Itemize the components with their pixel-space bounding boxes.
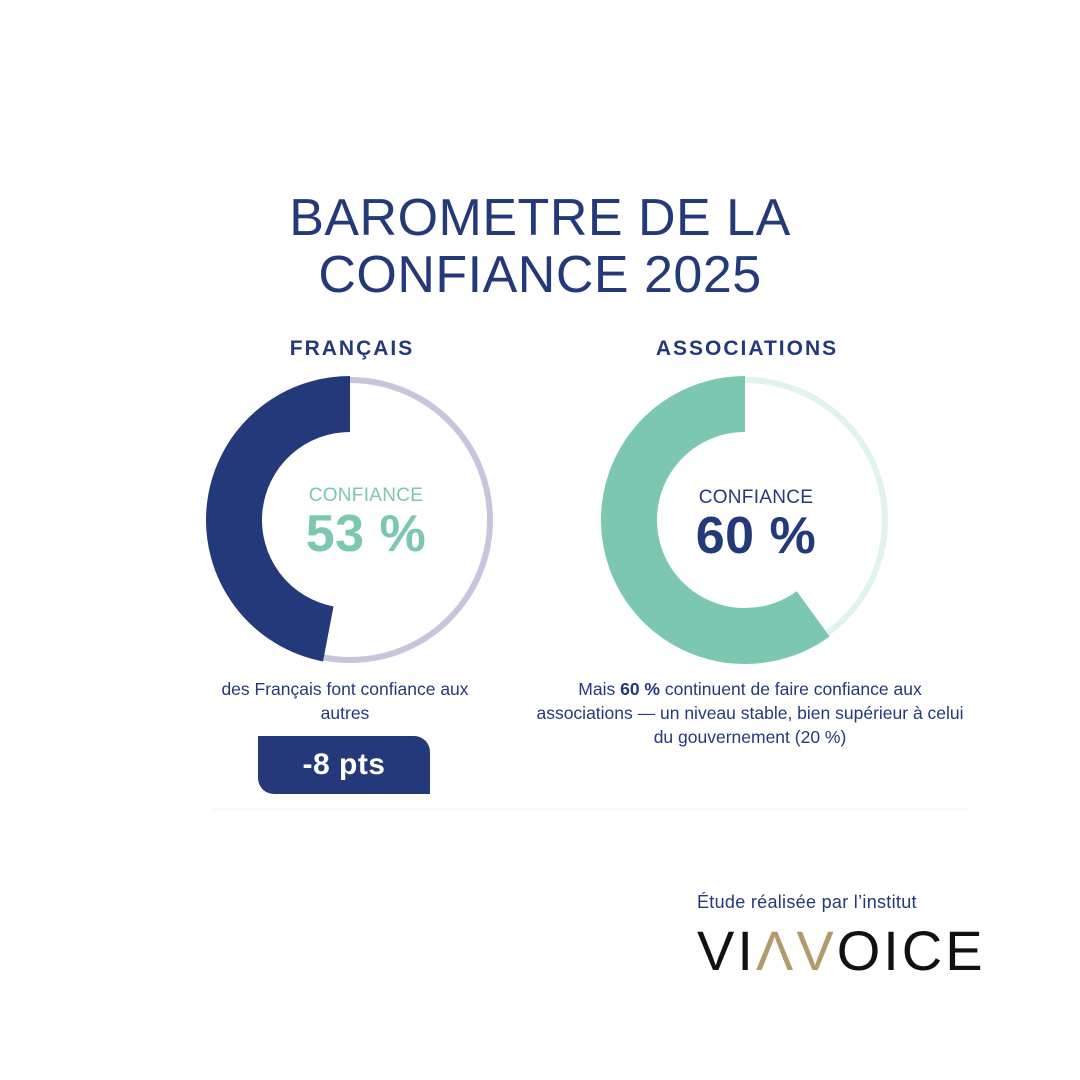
study-credit: Étude réalisée par l’institut: [697, 892, 917, 912]
associations-caption-highlight: 60 %: [620, 679, 660, 699]
associations-caption-rest: continuent de faire confiance aux associations — un niveau stable, bien supérieur à celui du gouvernement (20 %): [536, 679, 964, 747]
francais-center-label: CONFIANCE: [308, 485, 424, 506]
viavoice-logo: [697, 921, 986, 981]
francais-chart-title: FRANÇAIS: [289, 337, 415, 360]
logo-part-3: OICE: [836, 919, 986, 982]
associations-caption: [535, 677, 965, 749]
associations-caption-prefix: Mais: [578, 679, 621, 699]
francais-center-value: 53 %: [305, 505, 427, 563]
title-line-2: CONFIANCE 2025: [318, 246, 762, 304]
page-title: [0, 190, 1080, 304]
logo-part-1: VI: [697, 919, 756, 982]
associations-chart-title: ASSOCIATIONS: [655, 337, 839, 360]
associations-center-label: CONFIANCE: [698, 487, 814, 508]
trend-badge: -8 pts: [258, 736, 430, 794]
title-line-1: BAROMETRE DE LA: [289, 189, 791, 247]
francais-caption: des Français font confiance aux autres: [221, 679, 469, 723]
logo-part-2: ΛV: [755, 919, 837, 982]
associations-center-value: 60 %: [695, 507, 817, 565]
